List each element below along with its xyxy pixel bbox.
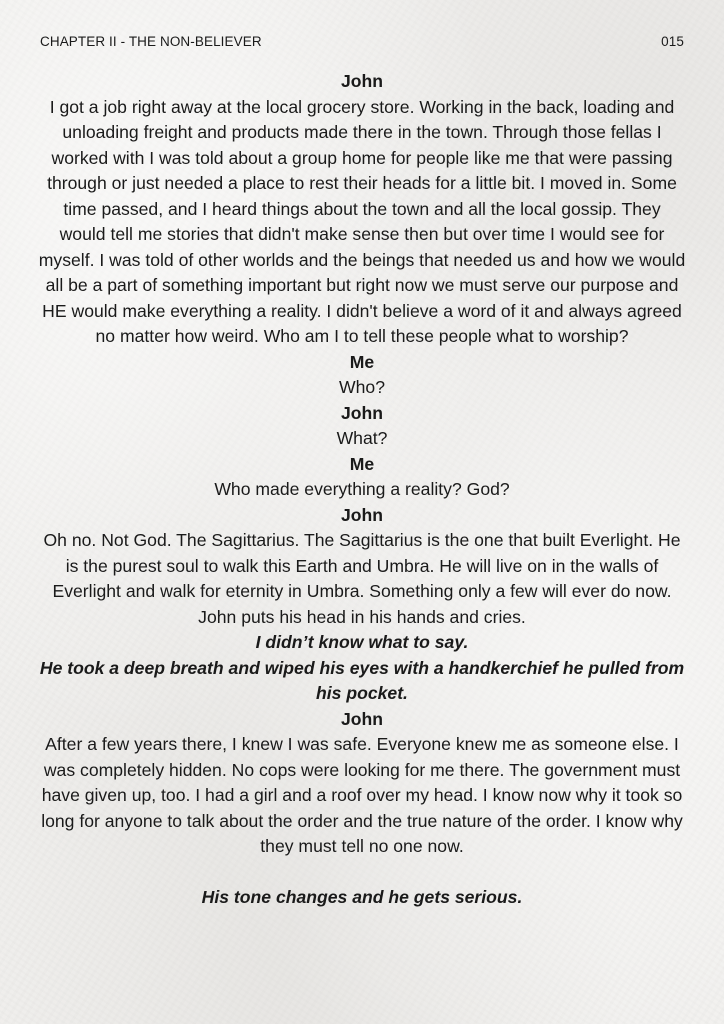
chapter-title: CHAPTER II - THE NON-BELIEVER: [40, 34, 262, 49]
action-line: His tone changes and he gets serious.: [201, 887, 523, 907]
stage-direction: John puts his head in his hands and cries.: [198, 606, 526, 627]
speaker-name: Me: [349, 453, 375, 474]
speaker-name: John: [340, 504, 384, 525]
action-line: He took a deep breath and wiped his eyes with a handkerchief he pulled from his pocket.: [39, 657, 685, 703]
dialogue-line: Oh no. Not God. The Sagittarius. The Sagittarius is the one that built Everlight. He is the purest soul to walk this Earth and Umbra. He will live on in the walls of Everlight and walk for eternity in Umbra. Something only a few will ever do now.: [43, 530, 681, 601]
speaker-name: John: [340, 71, 384, 91]
script-body: [38, 69, 686, 911]
blank-line: [38, 860, 686, 886]
page-header: [40, 33, 684, 51]
dialogue-line: Who made everything a reality? God?: [214, 479, 510, 499]
speaker-name: Me: [349, 351, 375, 372]
speaker-name: John: [340, 708, 384, 729]
speaker-name: John: [340, 402, 384, 423]
dialogue-line: After a few years there, I knew I was safe. Everyone knew me as someone else. I was completely hidden. No cops were looking for me there. The government must have given up, too. I had a girl and a roof over my head. I know now why it took so long for anyone to talk about the order and the true nature of the order. I know why they must tell no one now.: [41, 734, 683, 856]
action-line: I didn’t know what to say.: [255, 632, 469, 652]
dialogue-line: I got a job right away at the local grocery store. Working in the back, loading and unloading freight and products made there in the town. Through those fellas I worked with I was told about a group home for people like me that were passing through or just needed a place to rest their heads for a little bit. I moved in. Some time passed, and I heard things about the town and all the local gossip. They would tell me stories that didn't make sense then but over time I would see for myself. I was told of other worlds and the beings that needed us and how we would all be a part of something important but right now we must serve our purpose and HE would make everything a reality. I didn't believe a word of it and always agreed no matter how weird. Who am I to tell these people what to worship?: [38, 96, 686, 346]
dialogue-line: What?: [336, 428, 388, 448]
page-number: 015: [661, 34, 684, 49]
dialogue-line: Who?: [339, 377, 385, 397]
